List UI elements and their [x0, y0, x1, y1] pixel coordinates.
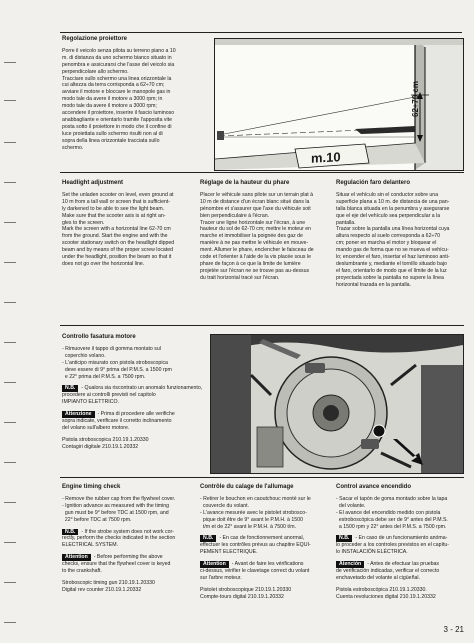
timing-es-nb [336, 535, 468, 556]
nb-badge: N.B. [62, 529, 78, 535]
timing-it-tools: Pistola stroboscopica 210.19.1.20330 Contagiri digitale 210.19.1.20332 [62, 436, 149, 450]
timing-en-warning [62, 554, 194, 575]
distance-label: m.10 [311, 149, 341, 166]
headlight-it-heading: Regolazione proiettore [62, 36, 128, 42]
timing-en-warning-text: - Before performing the above checks, ensure that the flywheel cover is keyed to the crankshaft. [62, 554, 171, 575]
flywheel-drawing [211, 335, 463, 473]
timing-fr-column [200, 484, 332, 601]
timing-fr-heading: Contrôle du calage de l'allumage [200, 484, 294, 490]
headlight-en-column [62, 180, 192, 268]
timing-fr-nb-text: - En cas de fonctionnement anormal, effectuer les contrôles prévus au chapitre EQUI- PEMENT ELECTRIQUE. [200, 535, 311, 556]
headlight-en-body: Set the unladen scooter on level, even ground at 10 m from a tall wall or screen that is sufficient- ly darkened to be able to see the light beam. Make sure that the scooter axis is at right an- gles to the screen. Mark the screen with a horizontal line 62-70 cm from the ground. Start the engine and with the scooter stationary switch on the headlight dipped beam and by means of the proper screw located under the headlight, position the beam so that it does not go over the horizontal line. [62, 191, 175, 267]
timing-en-heading: Engine timing check [62, 484, 121, 490]
height-label: 62÷70 cm [411, 81, 420, 117]
timing-it-column [62, 334, 204, 451]
section-rule-3 [60, 477, 464, 478]
warning-badge: Atención [336, 561, 364, 567]
headlight-it-body: Porre il veicolo senza pilota su terreno piano a 10 m. di distanza da uno schermo bianco situato in penombra e assicurarsi che l'asse del veicolo sia perpendicolare allo schermo. Tracciare sullo schermo una linea orizzontale la cui altezza da terra corrisponda a 62÷70 cm; avviare il motore e bloccare le manopole gas in modo tale da avere il motore a 3000 rpm; in modo tale da avere il motore a 3000 rpm; accendere il proiettore, inserire il fascio luminoso anabbagliante e orientarlo tramite l'apposita vite posta sotto il proiettore in modo che il confine di luce proiettata sullo schermo risulti non al di sopra della linea orizzontale tracciata sullo schermo. [62, 47, 176, 151]
nb-badge: N.B. [62, 385, 78, 391]
top-rule [60, 32, 462, 33]
headlight-it-column [62, 36, 210, 152]
timing-es-column [336, 484, 468, 601]
timing-es-body: - Sacar el tapón de goma montado sobre la tapa del volante. - El avance del encendido medido con pistola estroboscópica debe ser de 9° antes del P.M.S. a 1500 rpm y 22° antes del P.M.S. a 7500 rpm. [336, 495, 448, 530]
nb-badge: N.B. [200, 535, 216, 541]
binder-margin [0, 0, 22, 643]
timing-en-nb [62, 529, 194, 550]
section-rule-1 [60, 172, 464, 173]
timing-en-tools: Stroboscopic timing gun 210.19.1.20330 Digital rev counter 210.19.1.20332 [62, 579, 155, 593]
timing-es-tools: Pistola estroboscópica 210.19.1.20330. Cuenta revoluciones digital 210.19.1.20332 [336, 586, 436, 600]
timing-fr-warning [200, 561, 332, 582]
timing-es-nb-text: - En caso de un funcionamiento anóma- lo proceder a los controles previstos en el capítu- lo INSTALACIÓN ELÉCTRICA. [336, 535, 450, 556]
timing-it-body: - Rimuovere il tappo di gomma montato sul coperchio volano. - L'anticipo misurato con pistola stroboscopica deve essere di 9° prima del P.M.S. a 1500 rpm e 22° prima del P.M.S. a 7500 rpm. [62, 345, 172, 380]
headlight-fr-column [200, 180, 332, 282]
timing-it-warning-text: - Prima di procedere alle verifiche sopra indicate, verificare il corretto inclinamento del volano sull'albero motore. [62, 411, 175, 431]
headlight-es-body: Situar el vehículo sin el conductor sobre una superficie plana a 10 m. de distancia de una pan- talla blanca situada en la penumbra y asegurarse que el eje del vehículo sea perpendicular a la pantalla. Trazar sobre la pantalla una línea horizontal cuya altura respecto al suelo corresponda a 62÷70 cm; poner en marcha el motor y bloquear el mando gas de forma que no se mueva el vehícu- lo; encender el faro, insertar el haz luminoso anti- deslumbrante y, mediante el tornillo situado bajo el faro, orientarlo de modo que el límite de la luz proyectada sobre la pantalla no supere la línea horizontal trazada en la pantalla. [336, 191, 450, 288]
timing-en-column [62, 484, 194, 594]
timing-it-nb-text: - Qualora sia riscontrato un anomalo funzionamento, procedere ai controlli previsti nel capitolo IMPIANTO ELETTRICO. [62, 385, 203, 406]
headlight-es-column [336, 180, 468, 289]
warning-badge: Attention [200, 561, 229, 567]
timing-es-warning [336, 561, 468, 582]
headlight-fr-heading: Réglage de la hauteur du phare [200, 180, 290, 186]
timing-es-heading: Control avance encendido [336, 484, 412, 490]
flywheel-photo [210, 334, 464, 474]
headlight-en-heading: Headlight adjustment [62, 180, 124, 186]
timing-fr-body: - Retirer le bouchon en caoutchouc monté sur le couvercle du volant. - L'avance mesurée avec le pistolet strobosco- pique doit être de 9° avant le P.M.H. à 1500 t/m et de 22° avant le P.M.H. à 7500 t/m. [200, 495, 311, 530]
section-rule-2 [60, 325, 464, 326]
page-number: 3 - 21 [443, 625, 464, 634]
timing-fr-warning-text: - Avant de faire les vérifications ci-dessus, vérifier le clavetage correct du volant sur l'arbre moteur. [200, 561, 310, 581]
warning-badge: Attention [62, 554, 91, 560]
timing-en-body: - Remove the rubber cap from the flywheel cover. - Ignition advance as measured with the timing gun must be 9° before TDC at 1500 rpm, and 22° before TDC at 7500 rpm. [62, 495, 176, 523]
timing-it-warning [62, 411, 204, 432]
timing-it-heading: Controllo fasatura motore [62, 334, 136, 340]
nb-badge: N.B. [336, 535, 352, 541]
warning-badge: Attenzione [62, 411, 95, 417]
timing-fr-tools: Pistolet stroboscopique 210.19.1.20330 Compte-tours digital 210.19.1.20332 [200, 586, 292, 600]
timing-es-warning-text: - Antes de efectuar las pruebas de verificación indicadas, verificar el correcto enchavetado del volante al cigüeñal. [336, 561, 440, 581]
timing-en-nb-text: - If the strobe system does not work cor- rectly, perform the checks indicated in the section ELECTRICAL SYSTEM. [62, 528, 176, 549]
headlight-fr-body: Placer le véhicule sans pilote sur un terrain plat à 10 m de distance d'un écran blanc situé dans la pénombre et s'assurer que l'axe du véhicule soit bien perpendiculaire à l'écran. Tracer une ligne horizontale sur l'écran, à une hauteur du sol de 62-70 cm; mettre le moteur en marche et immobiliser la poignée des gaz de manière à ne pas mettre le véhicule en mouve- ment. Allumer le phare, enclencher le faisceau de code et l'orienter à l'aide de la vis placée sous le phare de façon à ce que la limite de lumière projetée sur l'écran ne se trouve pas au-dessus du trait horizontal tracé sur l'écran. [200, 191, 314, 281]
timing-it-nb [62, 385, 204, 406]
headlight-aim-figure [214, 38, 464, 171]
headlight-es-heading: Regulación faro delantero [336, 180, 411, 186]
timing-fr-nb [200, 535, 332, 556]
